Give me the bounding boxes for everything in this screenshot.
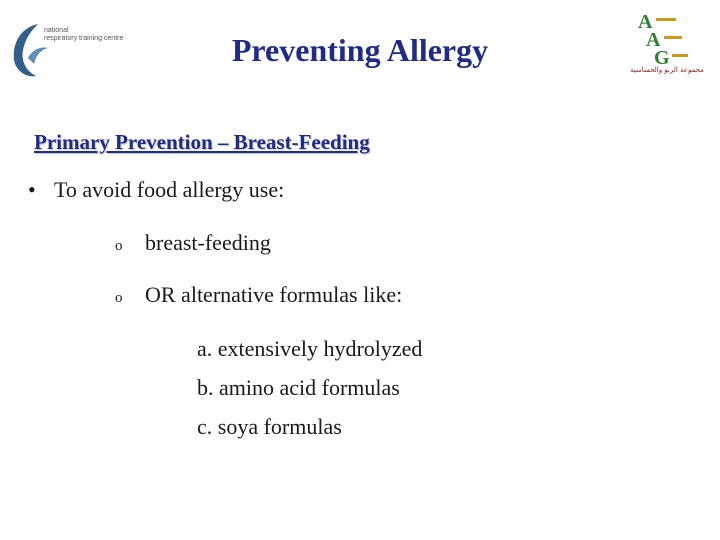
bullet-marker: •	[28, 177, 36, 202]
formula-item: b. amino acid formulas	[197, 375, 400, 400]
formula-item: a. extensively hydrolyzed	[197, 336, 423, 361]
svg-text:A: A	[638, 11, 653, 33]
svg-text:G: G	[654, 47, 670, 66]
sub-bullet	[115, 230, 271, 256]
formula-item: c. soya formulas	[197, 414, 342, 439]
main-bullet	[28, 177, 284, 203]
sub-bullet-text: OR alternative formulas like:	[145, 282, 403, 307]
sub-bullet	[115, 282, 402, 308]
org-line-2: respiratory training centre	[44, 35, 124, 42]
sub-bullet-marker: o	[115, 290, 123, 306]
bullet-text: To avoid food allergy use:	[54, 177, 285, 202]
aag-arabic-name: مجموعة الربو والحساسية	[630, 66, 704, 74]
org-line-1: national	[44, 27, 69, 34]
svg-text:A: A	[646, 29, 661, 51]
sub-bullet-text: breast-feeding	[145, 230, 271, 255]
slide-subtitle: Primary Prevention – Breast-Feeding	[34, 130, 370, 154]
slide-title: Preventing Allergy	[231, 32, 489, 68]
sub-bullet-marker: o	[115, 238, 123, 254]
